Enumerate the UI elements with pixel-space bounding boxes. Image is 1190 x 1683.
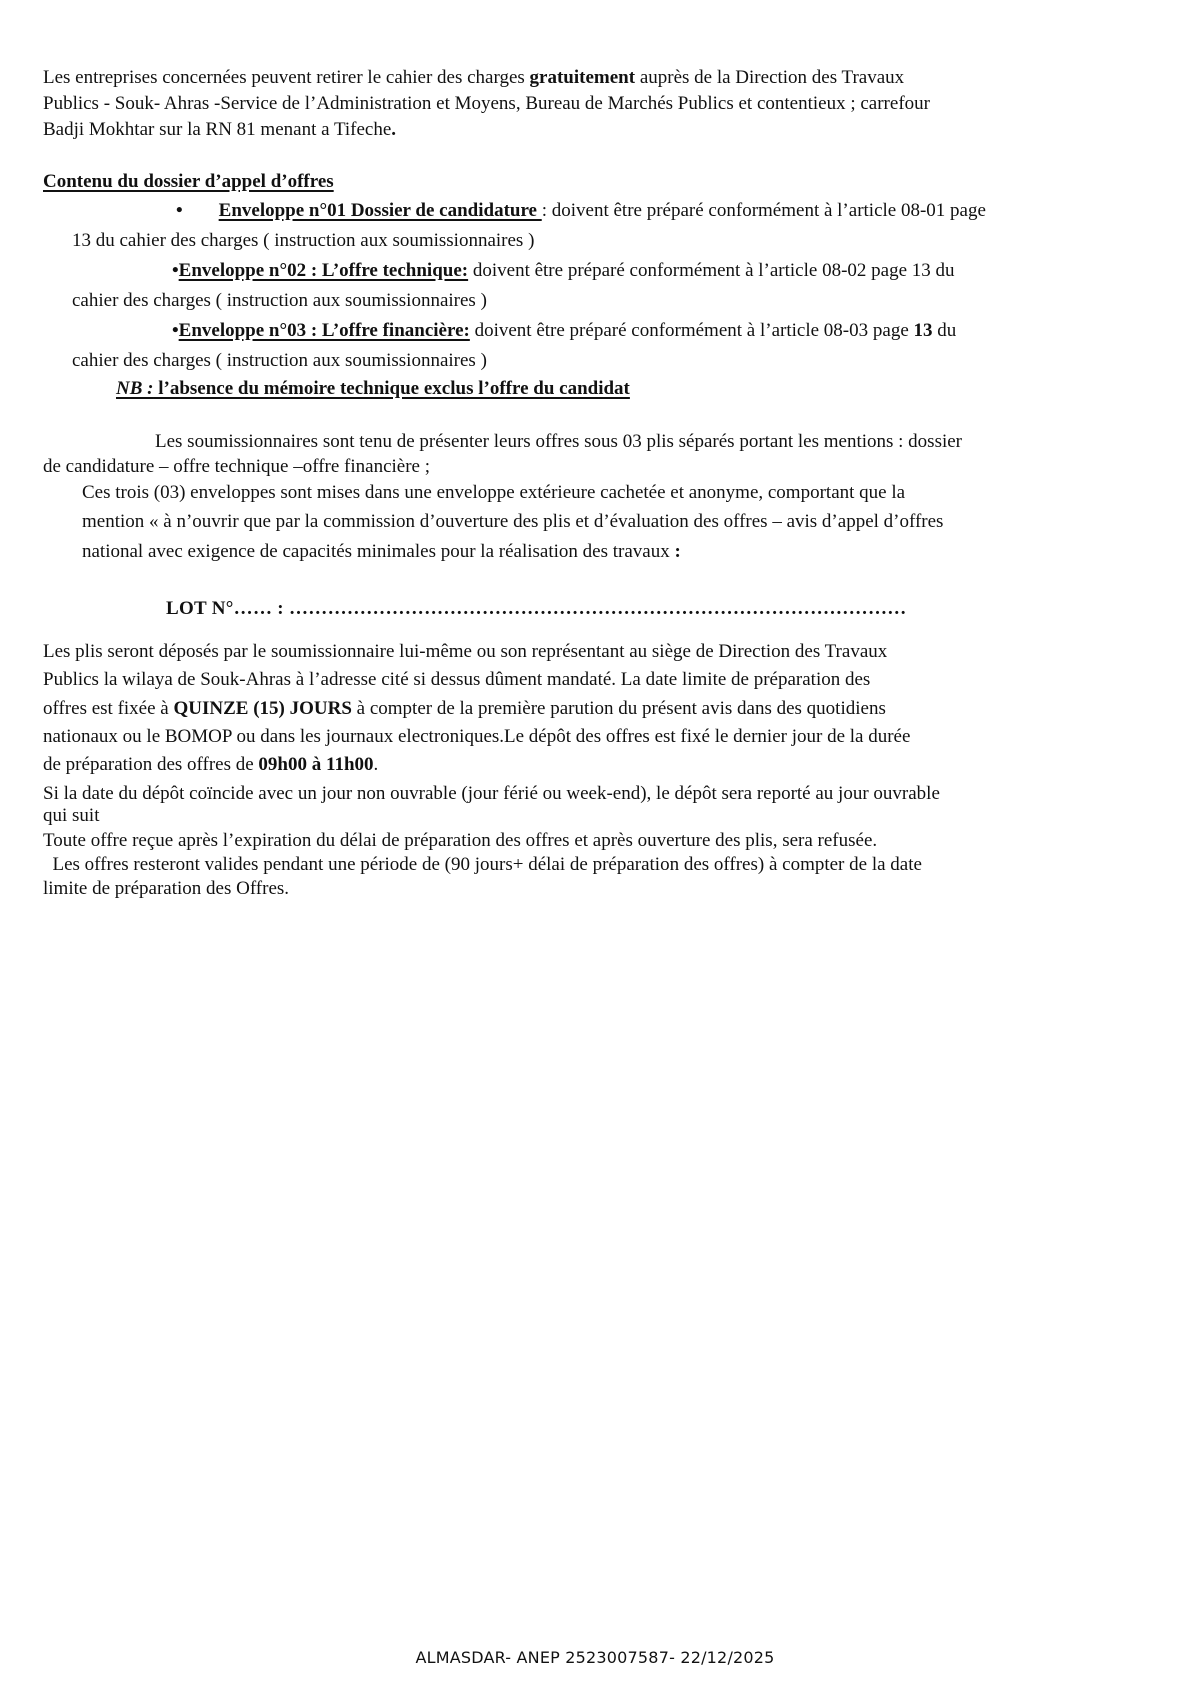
nb-label: NB :	[116, 378, 154, 399]
item-title: Enveloppe n°01 Dossier de candidature	[218, 200, 542, 221]
depot-line-10: limite de préparation des Offres.	[43, 878, 290, 899]
plis-line-2: de candidature – offre technique –offre financière ;	[43, 456, 431, 477]
depot-line-8: Toute offre reçue après l’expiration du délai de préparation des offres et après ouverture des plis, sera refusée.	[43, 830, 878, 851]
intro-period: .	[391, 119, 397, 140]
item-title: Enveloppe n°02 : L’offre technique:	[178, 260, 469, 281]
depot-line-2: Publics la wilaya de Souk-Ahras à l’adresse cité si dessus dûment mandaté. La date limite de préparation des	[43, 669, 871, 690]
intro-text: auprès de la Direction des Travaux	[635, 67, 905, 88]
bullet-icon: •	[176, 200, 183, 221]
plis-text: national avec exigence de capacités minimales pour la réalisation des travaux	[82, 541, 675, 562]
depot-text: de préparation des offres de	[43, 754, 259, 775]
deadline-bold: QUINZE (15) JOURS	[173, 698, 352, 719]
item-title: Enveloppe n°03 : L’offre financière:	[178, 320, 470, 341]
item-page-bold: 13	[913, 320, 933, 341]
depot-line-6: Si la date du dépôt coïncide avec un jour non ouvrable (jour férié ou week-end), le dépôt sera reporté au jour ouvrable	[43, 783, 940, 804]
intro-bold-free: gratuitement	[529, 67, 636, 88]
footer-reference: ALMASDAR- ANEP 2523007587- 22/12/2025	[415, 1648, 775, 1667]
depot-line-3	[43, 697, 886, 721]
intro-line-1	[43, 66, 904, 90]
plis-line-4: mention « à n’ouvrir que par la commission d’ouverture des plis et d’évaluation des offres – avis d’appel d’offres	[82, 511, 944, 532]
dossier-item-3	[172, 319, 956, 343]
plis-colon: :	[674, 541, 681, 562]
hours-bold: 09h00 à 11h00	[258, 754, 374, 775]
depot-line-1: Les plis seront déposés par le soumissionnaire lui-même ou son représentant au siège de Direction des Travaux	[43, 641, 888, 662]
dossier-item-2	[172, 259, 955, 283]
plis-line-5	[82, 540, 681, 564]
dossier-item-2-cont: cahier des charges ( instruction aux soumissionnaires )	[72, 290, 487, 311]
plis-line-3: Ces trois (03) enveloppes sont mises dans une enveloppe extérieure cachetée et anonyme, comportant que la	[82, 482, 906, 503]
depot-line-4: nationaux ou le BOMOP ou dans les journaux electroniques.Le dépôt des offres est fixé le dernier jour de la durée	[43, 726, 911, 747]
nb-text: l’absence du mémoire technique exclus l’offre du candidat	[153, 378, 630, 399]
dossier-item-3-cont: cahier des charges ( instruction aux soumissionnaires )	[72, 350, 487, 371]
depot-line-5	[43, 753, 378, 777]
item-text: doivent être préparé conformément à l’article 08-03 page	[469, 320, 914, 341]
item-text: doivent être préparé conformément à l’article 08-02 page 13 du	[468, 260, 955, 281]
item-text-end: du	[932, 320, 957, 341]
dossier-heading: Contenu du dossier d’appel d’offres	[43, 171, 334, 192]
bullet-icon: •	[172, 320, 179, 341]
nb-note	[116, 377, 630, 401]
dossier-item-1-cont: 13 du cahier des charges ( instruction aux soumissionnaires )	[72, 230, 535, 251]
plis-line-1: Les soumissionnaires sont tenu de présenter leurs offres sous 03 plis séparés portant les mentions : dossier	[155, 431, 963, 452]
depot-line-9: Les offres resteront valides pendant une période de (90 jours+ délai de préparation des offres) à compter de la date	[43, 854, 922, 875]
intro-text: Les entreprises concernées peuvent retirer le cahier des charges	[43, 67, 530, 88]
depot-text: .	[373, 754, 379, 775]
dossier-item-1	[176, 199, 986, 223]
bullet-icon: •	[172, 260, 179, 281]
lot-number-field: LOT N°…… : ……………………………………………………………………………………	[166, 598, 907, 619]
depot-text: offres est fixée à	[43, 698, 174, 719]
item-text: : doivent être préparé conformément à l’article 08-01 page	[541, 200, 986, 221]
intro-line-3	[43, 118, 396, 142]
depot-text: à compter de la première parution du présent avis dans des quotidiens	[351, 698, 886, 719]
depot-line-7: qui suit	[43, 805, 100, 826]
intro-line-2: Publics - Souk- Ahras -Service de l’Administration et Moyens, Bureau de Marchés Publics et contentieux ; carrefour	[43, 93, 930, 114]
intro-text: Badji Mokhtar sur la RN 81 menant a Tifeche	[43, 119, 392, 140]
